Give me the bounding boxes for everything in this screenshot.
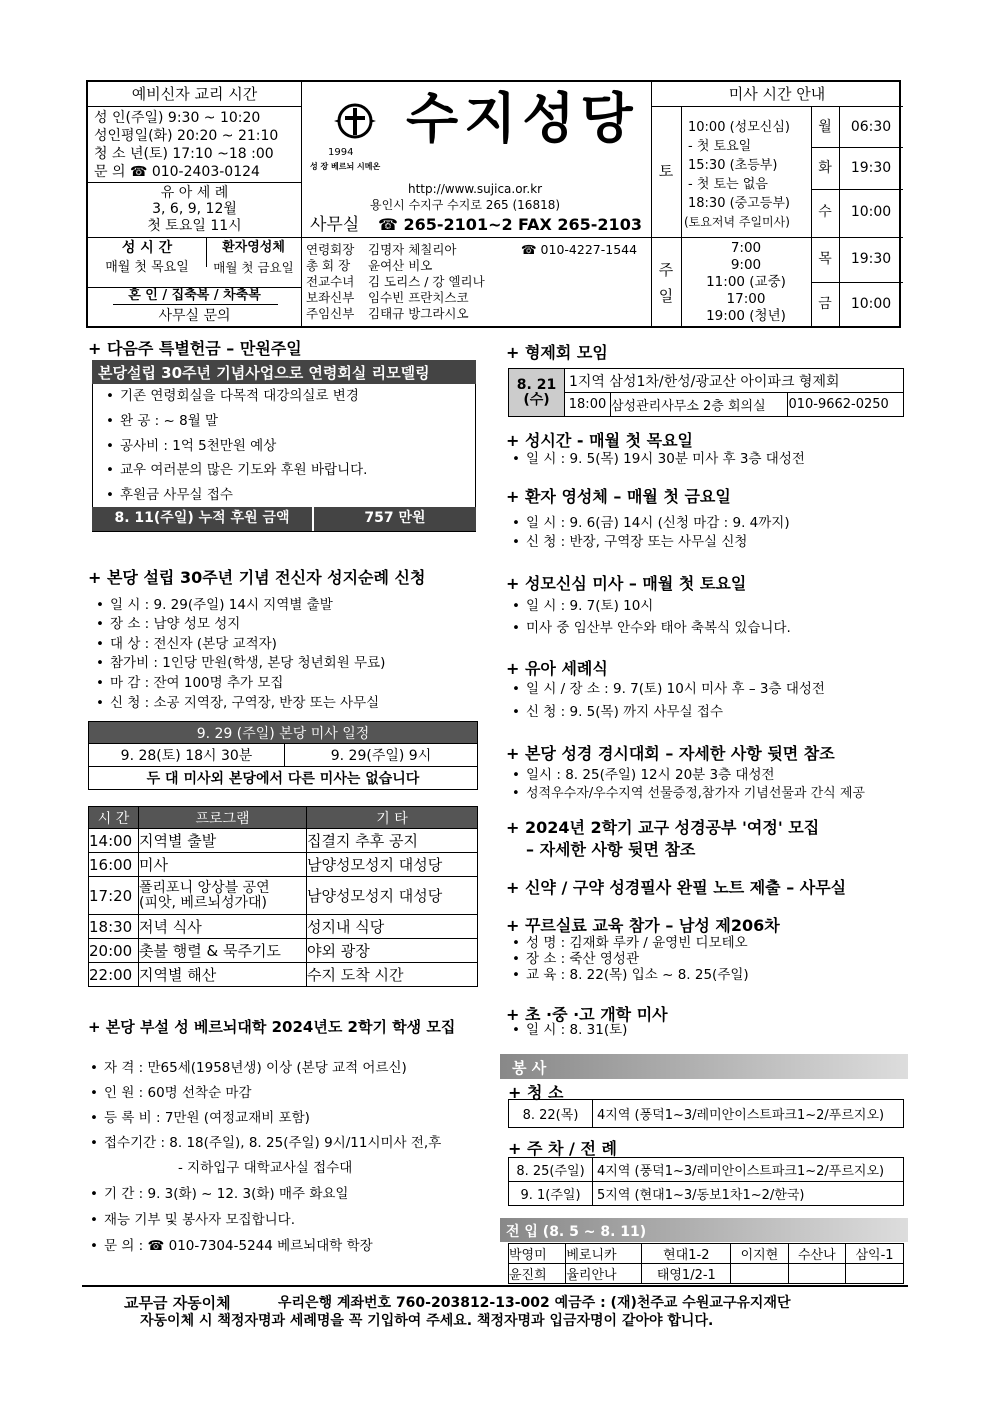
program-time: 14:00 [89, 829, 139, 853]
catechism-row: 성 인(주일) 9:30 ~ 10:20 [94, 110, 261, 126]
staff-name: 김 도리스 / 강 엘리나 [368, 274, 485, 289]
staff-name: 김태규 방그라시오 [368, 306, 469, 321]
study-sub: – 자세한 사항 뒷면 참조 [526, 840, 696, 859]
program-name: 촛불 행렬 & 묵주기도 [139, 939, 307, 963]
program-note: 성지내 식당 [307, 915, 478, 939]
parking-table [508, 1157, 904, 1206]
program-name: 지역별 해산 [139, 963, 307, 987]
catechism-row: 청 소 년(토) 17:10 ~18 :00 [94, 146, 274, 162]
logo-motto: 성 장 베르뇌 시메온 [310, 162, 381, 171]
program-note: 수지 도착 시간 [307, 963, 478, 987]
catechism-row: 성인평일(화) 20:20 ~ 21:10 [94, 128, 279, 144]
staff-name: 임수빈 프란치스코 [368, 290, 469, 305]
list-item: • 기 간 : 9. 3(화) ~ 12. 3(화) 매주 화요일 [104, 1185, 348, 1203]
list-item: • 문 의 : ☎ 010-7304-5244 베르뇌대학 학장 [104, 1237, 373, 1255]
brothers-time: 18:00 [565, 393, 611, 417]
table-row [89, 939, 478, 963]
sunday-mass-line: 9:00 [730, 257, 762, 273]
move-in-cell [846, 1264, 904, 1284]
saturday-mass-line: - 첫 토요일 [688, 139, 752, 154]
list-item: • 대 상 : 전신자 (본당 교적자) [110, 635, 277, 653]
saturday-label: 토 [658, 162, 674, 180]
move-in-cell: 삼익-1 [846, 1244, 904, 1264]
staff-role: 보좌신부 [306, 290, 355, 305]
move-in-cell: 이지현 [731, 1244, 788, 1264]
list-item: • 자 격 : 만65세(1958년생) 이상 (본당 교적 어르신) [104, 1059, 407, 1077]
weekday-time: 10:00 [850, 204, 892, 220]
table-row [89, 853, 478, 877]
mass-929-table [88, 721, 478, 790]
program-name: 미사 [139, 853, 307, 877]
sunday-mass-line: 11:00 (교중) [706, 274, 786, 290]
list-item: • 후원금 사무실 접수 [120, 486, 233, 504]
brothers-date: 8. 21 (수) [509, 369, 565, 417]
wedding-value: 사무실 문의 [158, 308, 231, 324]
footer-note: 자동이체 시 책정자명과 세례명을 꼭 기입하여 주세요. 책정자명과 입금자명이 같아야 합니다. [140, 1313, 714, 1329]
program-note: 집결지 추후 공지 [307, 829, 478, 853]
list-item: • 신 청 : 9. 5(목) 까지 사무실 접수 [526, 703, 723, 721]
catechism-title: 예비신자 교리 시간 [131, 85, 258, 103]
footer-account: 우리은행 계좌번호 760-203812-13-002 예금주 : (재)천주교 수원교구유지재단 [278, 1295, 791, 1311]
infant-baptism-months: 3, 6, 9, 12월 [152, 201, 237, 217]
move-in-table [508, 1243, 904, 1284]
table-row [509, 1158, 904, 1182]
college-title: + 본당 부설 성 베르뇌대학 2024년도 2학기 학생 모집 [88, 1018, 456, 1036]
program-header: 기 타 [307, 807, 478, 829]
saturday-mass-line: (토요저녁 주일미사) [684, 215, 790, 229]
list-item: • 신 청 : 반장, 구역장 또는 사무실 신청 [526, 533, 747, 551]
weekday: 목 [818, 251, 832, 267]
address: 용인시 수지구 수지로 265 (16818) [370, 198, 561, 212]
sunday-mass-line: 19:00 (청년) [706, 308, 786, 324]
program-note: 남양성모성지 대성당 [307, 877, 478, 915]
table-row [509, 1182, 904, 1206]
sick-title: + 환자 영성체 – 매월 첫 금요일 [506, 487, 731, 506]
infant-baptism-title: 유 아 세 례 [160, 185, 229, 201]
program-name: 폴리포니 앙상블 공연 (피앗, 베르뇌성가대) [139, 877, 307, 915]
bible-contest-title: + 본당 성경 경시대회 – 자세한 사항 뒷면 참조 [506, 744, 835, 763]
service-group: 4지역 (풍덕1~3/레미안이스트파크1~2/푸르지오) [593, 1158, 904, 1182]
mass-929-sun: 9. 29(주일) 9시 [285, 744, 478, 767]
program-note: 남양성모성지 대성당 [307, 853, 478, 877]
service-group: 4지역 (풍덕1~3/레미안이스트파크1~2/푸르지오) [593, 1100, 904, 1128]
copy-title: + 신약 / 구약 성경필사 완필 노트 제출 – 사무실 [506, 878, 847, 897]
program-name: 저녁 식사 [139, 915, 307, 939]
saturday-mass-line: 18:30 (중고등부) [688, 196, 790, 211]
program-time: 18:30 [89, 915, 139, 939]
program-time: 22:00 [89, 963, 139, 987]
list-item: • 미사 중 임산부 안수와 태아 축복식 있습니다. [526, 619, 791, 637]
college-sub: - 지하입구 대학교사실 접수대 [178, 1160, 353, 1176]
school-mass-title: + 초 ·중 ·고 개학 미사 [506, 1005, 668, 1024]
program-time: 20:00 [89, 939, 139, 963]
move-in-cell: 율리안나 [566, 1264, 642, 1284]
list-item: • 성적우수자/우수지역 선물증정,참가자 기념선물과 간식 제공 [526, 785, 865, 803]
staff-role: 주임신부 [306, 306, 355, 321]
table-row [89, 915, 478, 939]
mass-929-sat: 9. 28(토) 18시 30분 [89, 744, 285, 767]
weekday: 금 [818, 296, 832, 312]
donation-total-value: 757 만원 [314, 507, 476, 531]
list-item: • 장 소 : 죽산 영성관 [526, 950, 639, 968]
program-time: 17:20 [89, 877, 139, 915]
office-label: 사무실 [310, 215, 360, 235]
cursillo-title: + 꾸르실료 교육 참가 – 남성 제206차 [506, 916, 780, 935]
service-date: 8. 25(주일) [509, 1158, 593, 1182]
program-header: 프로그램 [139, 807, 307, 829]
footer-label: 교무금 자동이체 [124, 1294, 231, 1312]
list-item: • 접수기간 : 8. 18(주일), 8. 25(주일) 9시/11시미사 전,후 [104, 1134, 441, 1152]
sunday-mass-line: 7:00 [730, 240, 762, 256]
move-in-cell: 태영1/2-1 [642, 1264, 731, 1284]
study-title: + 2024년 2학기 교구 성경공부 '여정' 모집 [506, 818, 820, 837]
saturday-mass-line: 10:00 (성모신심) [688, 120, 790, 135]
staff-role: 전교수녀 [306, 274, 355, 289]
move-in-cell: 현대1-2 [642, 1244, 731, 1264]
saturday-mass-line: 15:30 (초등부) [688, 158, 778, 173]
pilgrimage-title: + 본당 설립 30주년 기념 전신자 성지순례 신청 [88, 568, 426, 587]
brothers-tel: 010-9662-0250 [788, 393, 904, 417]
brothers-place: 삼성관리사무소 2층 회의실 [611, 393, 788, 417]
catechism-row: 문 의 ☎ 010-2403-0124 [94, 164, 260, 180]
weekday-time: 19:30 [850, 251, 892, 267]
sunday-label: 주 일 [658, 261, 674, 305]
church-name: 수지성당 [406, 87, 639, 150]
weekday: 수 [818, 204, 832, 220]
weekday-time: 19:30 [850, 160, 892, 176]
list-item: • 일 시 : 9. 5(목) 19시 30분 미사 후 3층 대성전 [526, 450, 805, 468]
list-item: • 교우 여러분의 많은 기도와 후원 바랍니다. [120, 461, 367, 479]
program-header: 시 간 [89, 807, 139, 829]
mary-title: + 성모신심 미사 – 매월 첫 토요일 [506, 574, 747, 593]
table-row [89, 877, 478, 915]
list-item: • 일 시 : 9. 6(금) 14시 (신청 마감 : 9. 4까지) [526, 514, 790, 532]
mass-929-note: 두 대 미사외 본당에서 다른 미사는 없습니다 [89, 767, 478, 790]
saturday-mass-line: - 첫 토는 없음 [688, 177, 768, 192]
sick-communion-value: 매월 첫 금요일 [213, 260, 294, 275]
program-time: 16:00 [89, 853, 139, 877]
website-link[interactable]: http://www.sujica.or.kr [408, 182, 543, 196]
list-item: • 일 시 : 8. 31(토) [526, 1021, 627, 1039]
header-box [86, 80, 901, 328]
table-row [509, 1244, 904, 1264]
service-date: 9. 1(주일) [509, 1182, 593, 1206]
special-offering-title: + 다음주 특별헌금 – 만원주일 [88, 339, 302, 358]
list-item: • 참가비 : 1인당 만원(학생, 본당 청년회원 무료) [110, 654, 385, 672]
sunday-mass-line: 17:00 [726, 291, 766, 307]
move-in-bar: 전 입 (8. 5 ~ 8. 11) [500, 1218, 908, 1242]
sick-communion-title: 환자영성체 [222, 240, 285, 255]
move-in-cell: 윤진희 [509, 1264, 566, 1284]
footer-divider [82, 1285, 908, 1287]
program-table [88, 806, 478, 987]
mass-title: 미사 시간 안내 [728, 85, 826, 103]
staff-role: 총 회 장 [306, 258, 351, 273]
list-item: • 인 원 : 60명 선착순 마감 [104, 1084, 252, 1102]
cleaning-table [508, 1099, 904, 1128]
staff-role: 연령회장 [306, 242, 355, 257]
list-item: • 교 육 : 8. 22(목) 입소 ~ 8. 25(주일) [526, 966, 749, 984]
move-in-cell: 박영미 [509, 1244, 566, 1264]
parking-title: + 주 차 / 전 례 [508, 1139, 617, 1158]
program-name: 지역별 출발 [139, 829, 307, 853]
cleaning-title: + 청 소 [508, 1083, 564, 1102]
list-item: • 장 소 : 남양 성모 성지 [110, 615, 240, 633]
staff-tel: ☎ 010-4227-1544 [521, 242, 638, 257]
staff-name: 윤여산 비오 [368, 258, 433, 273]
list-item: • 일 시 : 9. 7(토) 10시 [526, 597, 653, 615]
donation-total-label: 8. 11(주일) 누적 후원 금액 [92, 507, 312, 531]
holy-hour-value: 매월 첫 목요일 [105, 260, 189, 275]
service-group: 5지역 (현대1~3/동보1차1~2/한국) [593, 1182, 904, 1206]
weekday: 화 [818, 160, 832, 176]
weekday-time: 06:30 [850, 119, 892, 135]
brothers-name: 1지역 삼성1차/한성/광교산 아이파크 형제회 [565, 369, 904, 393]
mass-929-title: 9. 29 (주일) 본당 미사 일정 [89, 722, 478, 744]
list-item: • 공사비 : 1억 5천만원 예상 [120, 437, 276, 455]
list-item: • 일시 : 8. 25(주일) 12시 20분 3층 대성전 [526, 766, 775, 784]
weekday: 월 [818, 119, 832, 135]
list-item: • 완 공 : ~ 8월 말 [120, 412, 218, 430]
brothers-title: + 형제회 모임 [506, 343, 608, 362]
holy-hour-title: 성 시 간 [121, 240, 173, 256]
office-tel: ☎ 265-2101~2 [378, 215, 513, 234]
list-item: • 기존 연령회실을 다목적 대강의실로 변경 [120, 387, 359, 405]
program-note: 야외 광장 [307, 939, 478, 963]
move-in-cell: 수산나 [788, 1244, 845, 1264]
holyhour-title: + 성시간 - 매월 첫 목요일 [506, 431, 694, 450]
service-bar: 봉 사 [500, 1054, 908, 1079]
table-row [509, 1264, 904, 1284]
weekday-time: 10:00 [850, 296, 892, 312]
move-in-cell: 베로니카 [566, 1244, 642, 1264]
list-item: • 일 시 / 장 소 : 9. 7(토) 10시 미사 후 – 3층 대성전 [526, 680, 825, 698]
list-item: • 재능 기부 및 봉사자 모집합니다. [104, 1211, 295, 1229]
list-item: • 마 감 : 잔여 100명 추가 모집 [110, 674, 283, 692]
table-row [89, 963, 478, 987]
infant-baptism-time: 첫 토요일 11시 [147, 218, 242, 234]
brothers-table [508, 368, 904, 417]
service-date: 8. 22(목) [509, 1100, 593, 1128]
list-item: • 등 록 비 : 7만원 (여정교재비 포함) [104, 1109, 310, 1127]
list-item: • 일 시 : 9. 29(주일) 14시 지역별 출발 [110, 596, 333, 614]
list-item: • 성 명 : 김재화 루카 / 윤영빈 디모테오 [526, 934, 748, 952]
logo-year: 1994 [328, 147, 354, 158]
move-in-cell [731, 1264, 788, 1284]
remodeling-banner: 본당설립 30주년 기념사업으로 연령회실 리모델링 [92, 360, 476, 384]
table-row [89, 829, 478, 853]
wedding-title: 혼 인 / 집축복 / 차축복 [128, 288, 261, 303]
baptism-title: + 유아 세례식 [506, 659, 608, 678]
staff-name: 김명자 체칠리아 [368, 242, 457, 257]
move-in-cell [788, 1264, 845, 1284]
list-item: • 신 청 : 소공 지역장, 구역장, 반장 또는 사무실 [110, 694, 379, 712]
table-row [509, 1100, 904, 1128]
office-fax: FAX 265-2103 [518, 215, 642, 234]
